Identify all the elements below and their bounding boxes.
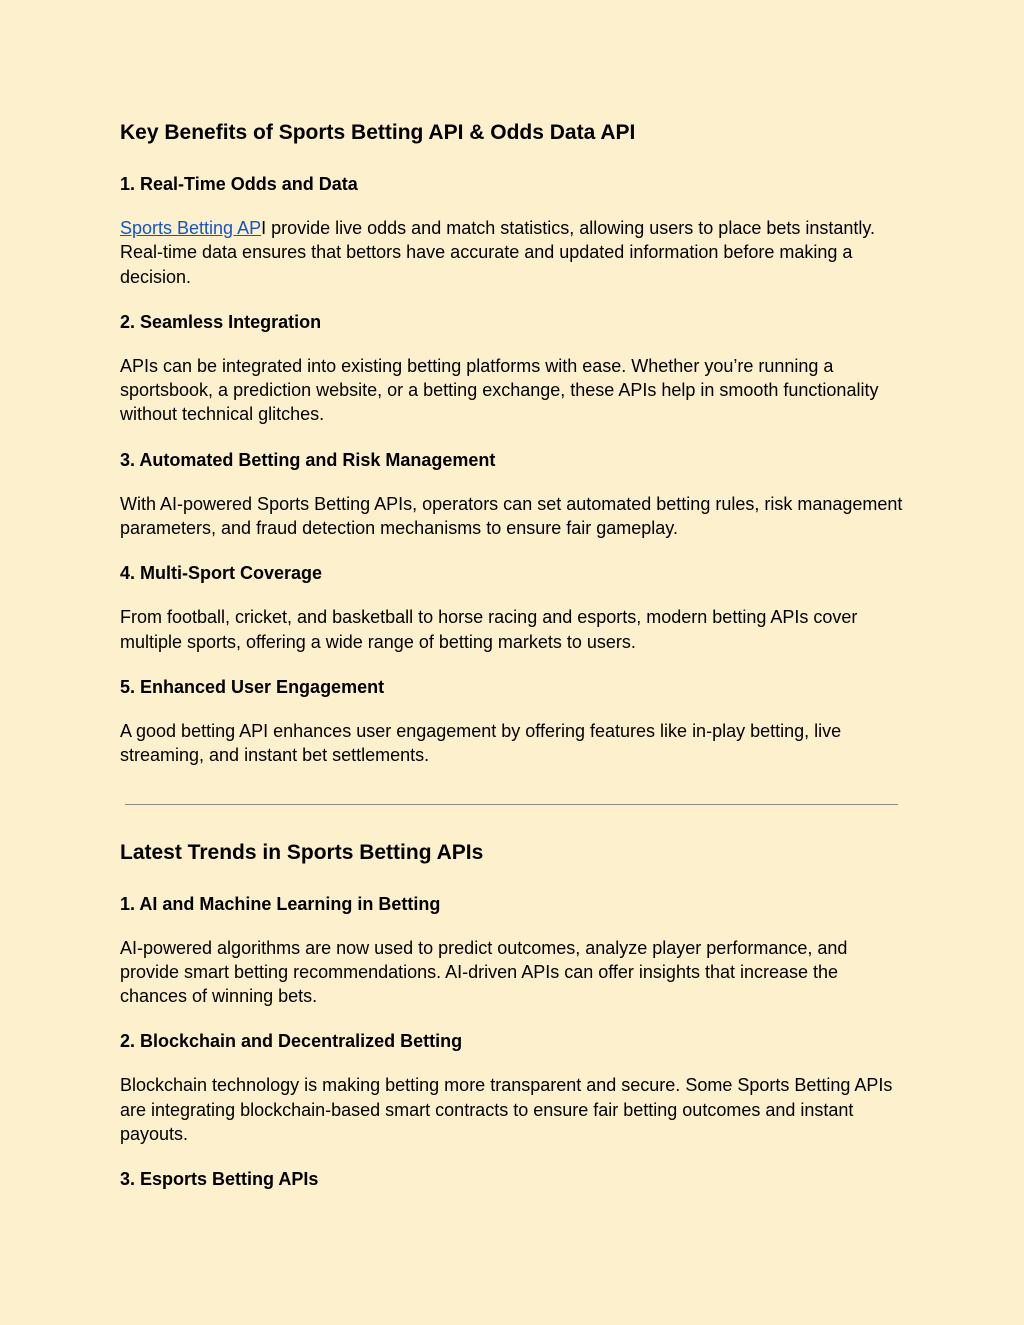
heading-blockchain: 2. Blockchain and Decentralized Betting [120,1031,463,1052]
heading-seamless-integration: 2. Seamless Integration [120,311,322,332]
heading-automated-betting: 3. Automated Betting and Risk Management [120,449,496,470]
section-title-key-benefits: Key Benefits of Sports Betting API & Odds Data API [120,121,636,144]
heading-ai-ml: 1. AI and Machine Learning in Betting [120,893,441,914]
paragraph-automated-betting: With AI-powered Sports Betting APIs, operators can set automated betting rules, risk management parameters, and fraud detection mechanisms to ensure fair gameplay. [120,493,903,539]
horizontal-divider [125,804,898,805]
sports-betting-api-link[interactable]: Sports Betting AP [120,218,262,238]
heading-multi-sport: 4. Multi-Sport Coverage [120,563,323,584]
paragraph-seamless-integration: APIs can be integrated into existing betting platforms with ease. Whether you’re running a sportsbook, a prediction website, or a betting exchange, these APIs help in smooth functionality without technical glitches. [120,355,879,425]
paragraph-real-time-odds-text: I provide live odds and match statistics, allowing users to place bets instantly. Real-time data ensures that bettors have accurate and updated information before making a decision. [120,218,876,287]
paragraph-real-time-odds [120,216,910,289]
heading-esports: 3. Esports Betting APIs [120,1169,319,1190]
paragraph-blockchain: Blockchain technology is making betting more transparent and secure. Some Sports Betting APIs are integrating blockchain-based smart contracts to ensure fair betting outcomes and instant payouts. [120,1075,893,1145]
paragraph-multi-sport: From football, cricket, and basketball to horse racing and esports, modern betting APIs cover multiple sports, offering a wide range of betting markets to users. [120,607,858,652]
document-page [120,118,910,1211]
section-title-latest-trends: Latest Trends in Sports Betting APIs [120,840,484,864]
heading-real-time-odds: 1. Real-Time Odds and Data [120,174,358,194]
heading-user-engagement: 5. Enhanced User Engagement [120,676,385,697]
paragraph-ai-ml: AI-powered algorithms are now used to predict outcomes, analyze player performance, and provide smart betting recommendations. AI-driven APIs can offer insights that increase the chances of winning bets. [120,937,848,1007]
paragraph-user-engagement: A good betting API enhances user engagement by offering features like in-play betting, live streaming, and instant bet settlements. [120,720,842,766]
